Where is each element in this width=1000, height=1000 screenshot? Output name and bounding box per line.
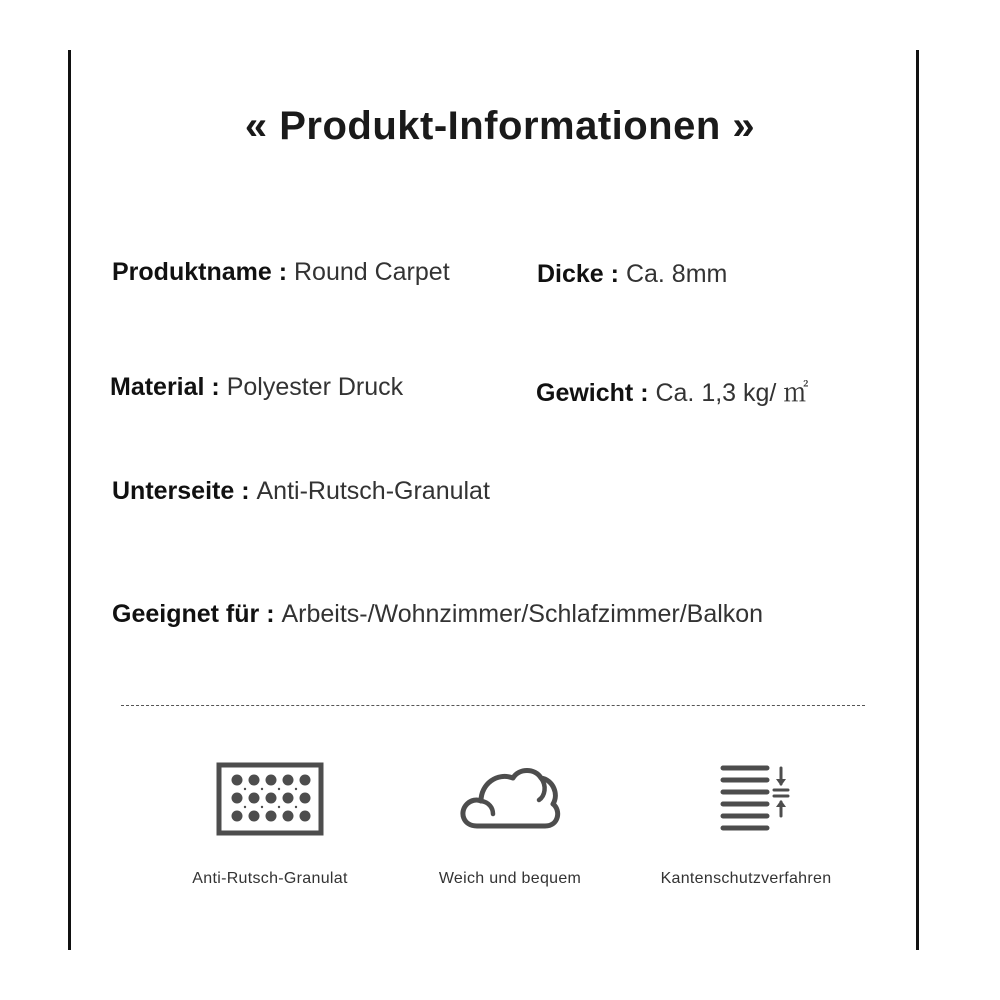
title-right-guillemet: » [732,104,756,148]
dashed-divider [121,705,865,706]
field-dicke [537,260,727,289]
produktname-value: Round Carpet [293,258,450,286]
right-border-line [916,50,919,950]
edge-layers-icon [691,760,801,840]
material-colon: : [204,373,227,401]
cloud-icon [455,760,565,840]
feature-label-anti-rutsch: Anti-Rutsch-Granulat [192,870,348,887]
field-produktname [112,258,450,287]
field-geeignet [112,600,763,629]
feature-anti-rutsch [155,760,385,888]
produktname-label: Produktname [112,258,272,286]
geeignet-value: Arbeits-/Wohnzimmer/Schlafzimmer/Balkon [281,600,764,628]
feature-weich [395,760,625,888]
produktname-colon: : [271,258,294,286]
field-unterseite [112,477,490,506]
feature-kantenschutz [631,760,861,888]
unterseite-label: Unterseite [112,477,235,505]
geeignet-colon: : [259,600,282,628]
field-gewicht [536,373,808,409]
feature-label-weich: Weich und bequem [438,870,582,887]
field-material [110,373,403,402]
dotted-grid-icon [215,760,325,840]
title-left-guillemet: « [244,104,268,148]
dicke-label: Dicke [537,260,604,288]
page-title [0,104,1000,149]
left-border-line [68,50,71,950]
dicke-colon: : [603,260,626,288]
gewicht-label: Gewicht [536,379,634,407]
unterseite-colon: : [234,477,257,505]
dicke-value: Ca. 8mm [625,260,728,288]
unterseite-value: Anti-Rutsch-Granulat [256,477,490,505]
title-text: Produkt-Informationen [279,104,721,148]
geeignet-label: Geeignet für [112,600,260,628]
material-label: Material [110,373,205,401]
gewicht-colon: : [633,379,656,407]
feature-label-kantenschutz: Kantenschutzverfahren [660,870,832,887]
material-value: Polyester Druck [226,373,404,401]
gewicht-value: Ca. 1,3 kg/ ㎡ [655,379,809,407]
